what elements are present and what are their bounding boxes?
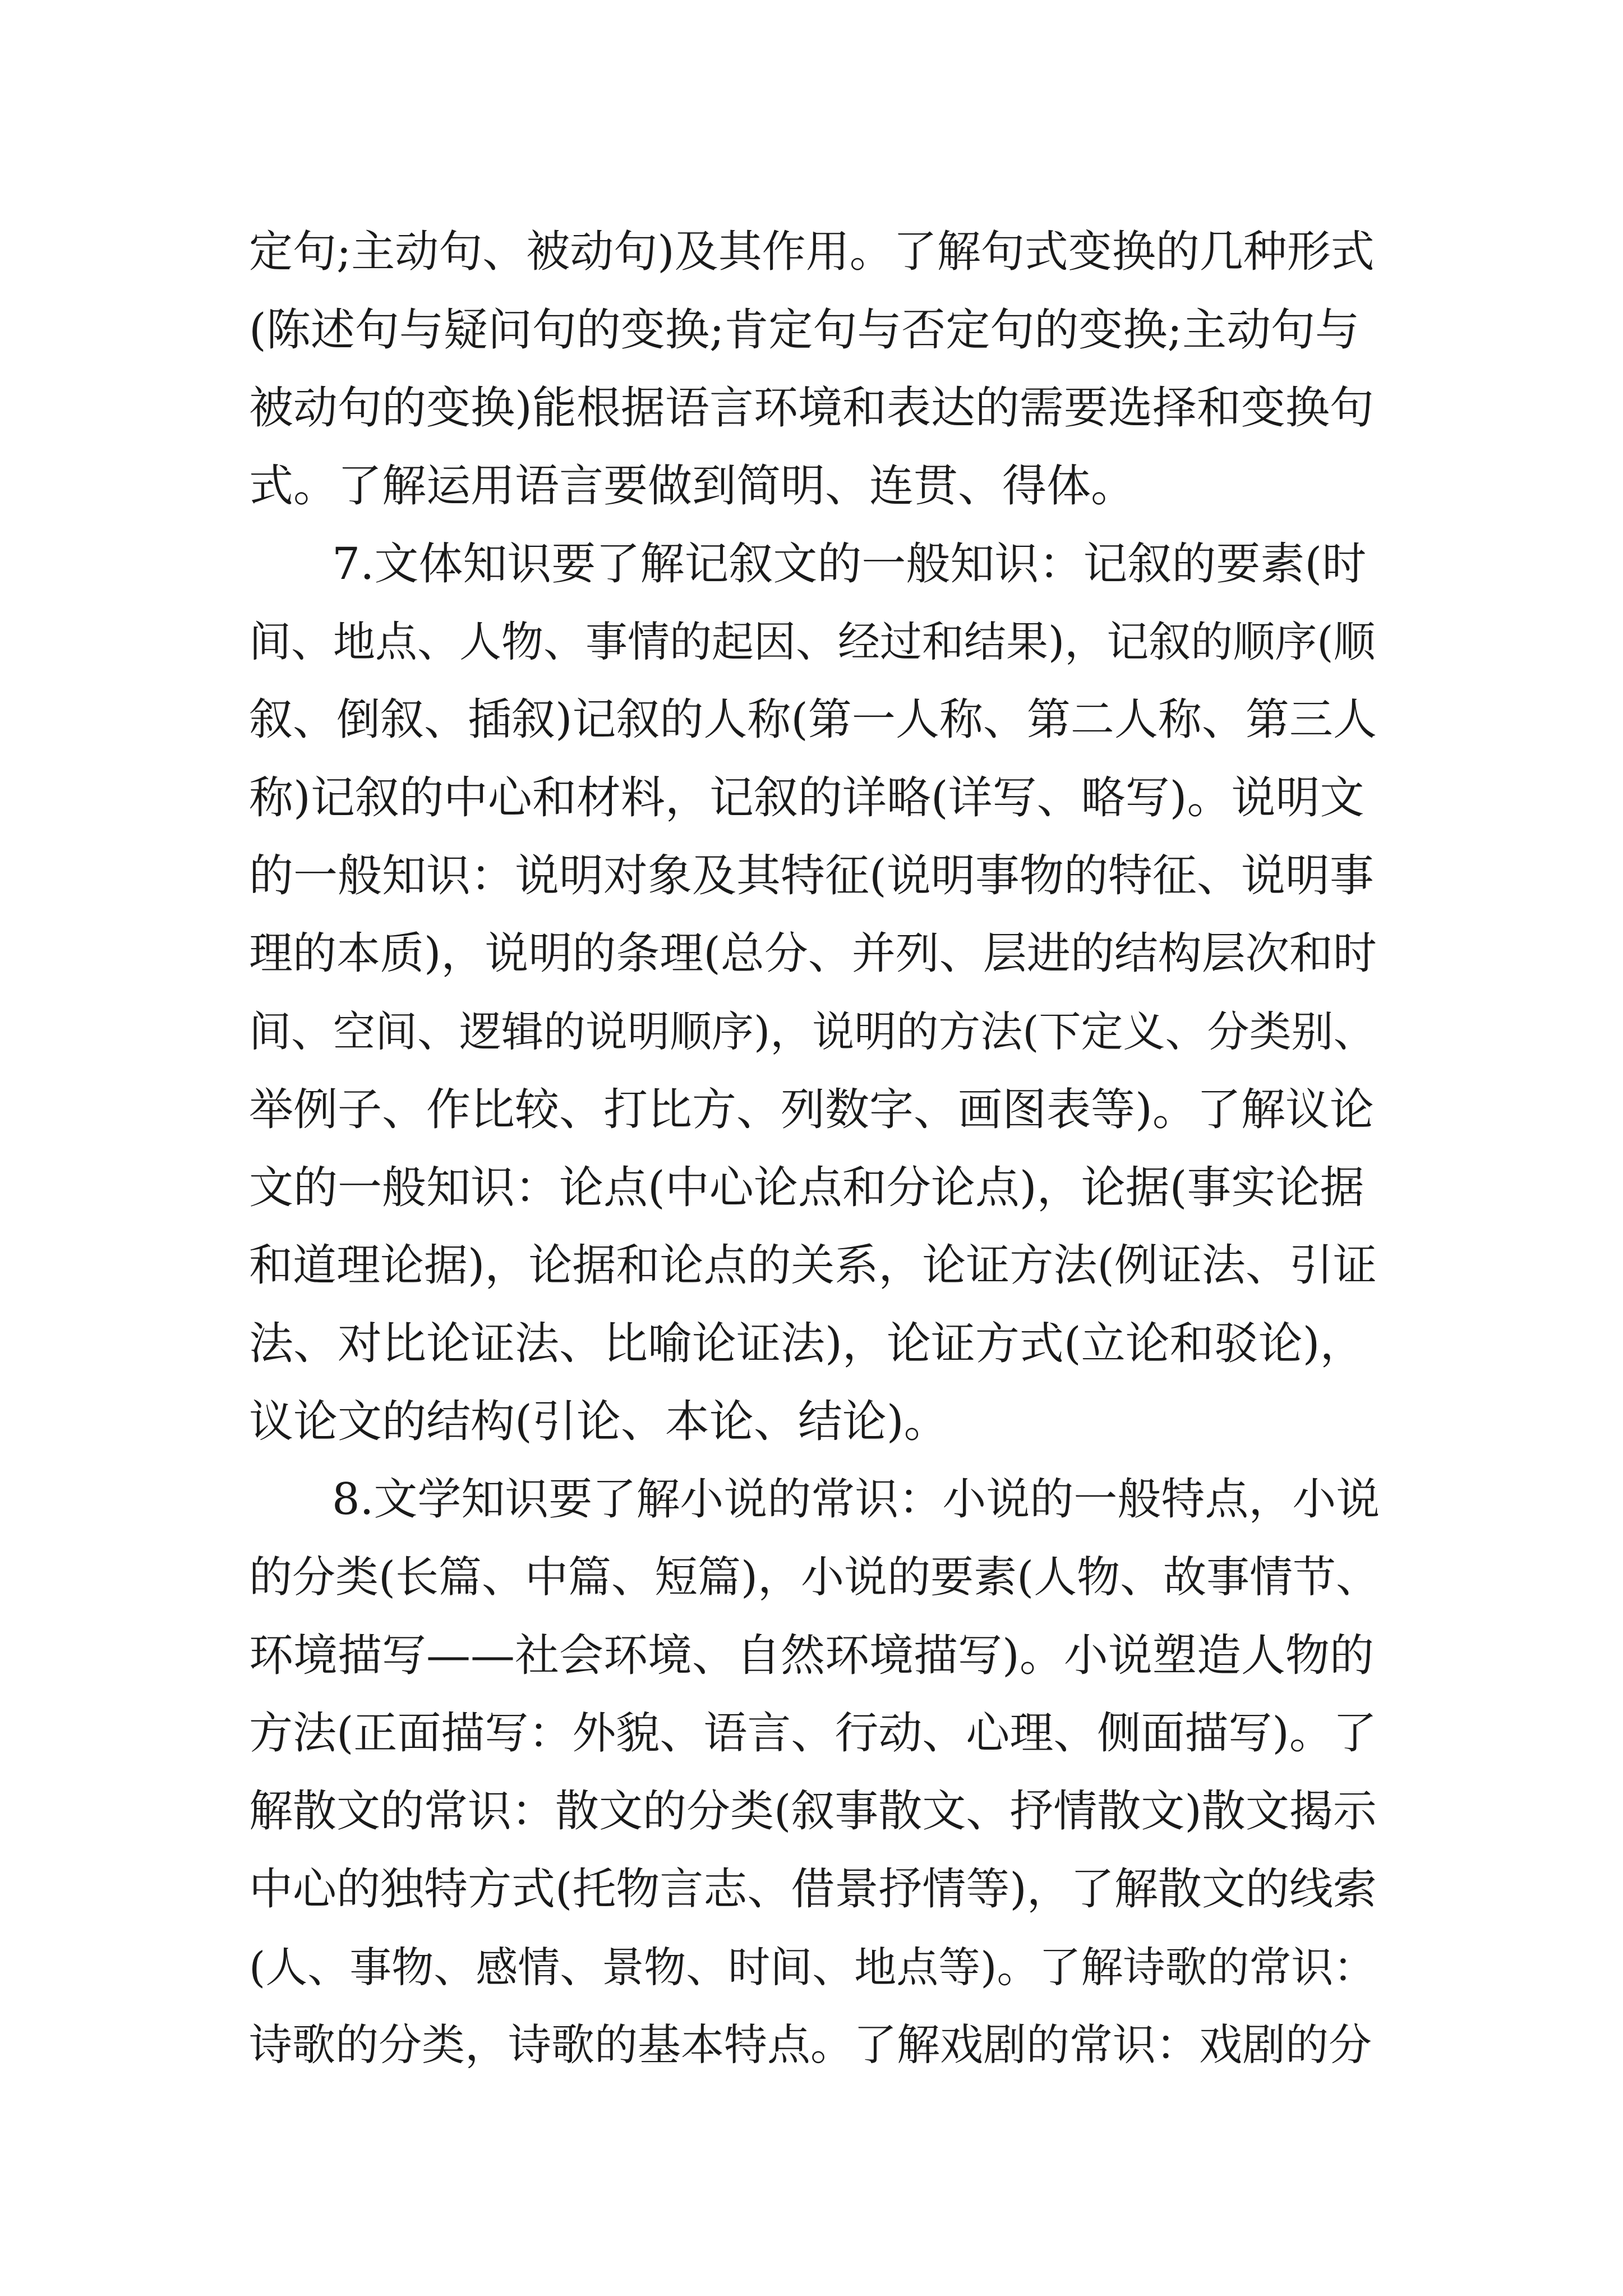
text-line: 中心的独特方式(托物言志、借景抒情等)，了解散文的线索 bbox=[249, 1864, 1377, 1915]
text-line: 定句;主动句、被动句)及其作用。了解句式变换的几种形式 bbox=[249, 227, 1375, 277]
text-line: 被动句的变换)能根据语言环境和表达的需要选择和变换句 bbox=[249, 382, 1374, 434]
text-line: 诗歌的分类，诗歌的基本特点。了解戏剧的常识：戏剧的分 bbox=[249, 2021, 1372, 2070]
text-line: 间、地点、人物、事情的起因、经过和结果)，记叙的顺序(顺 bbox=[249, 617, 1376, 666]
text-line: 8.文学知识要了解小说的常识：小说的一般特点，小说 bbox=[332, 1474, 1380, 1525]
text-line: 议论文的结构(引论、本论、结论)。 bbox=[249, 1396, 948, 1447]
text-line: 7.文体知识要了解记叙文的一般知识：记叙的要素(时 bbox=[332, 538, 1367, 590]
text-line: 法、对比论证法、比喻论证法)，论证方式(立论和驳论)， bbox=[249, 1318, 1364, 1369]
text-line: (人、事物、感情、景物、时间、地点等)。了解诗歌的常识： bbox=[249, 1943, 1376, 1992]
body-text bbox=[249, 213, 1382, 2085]
text-line: 叙、倒叙、插叙)记叙的人称(第一人称、第二人称、第三人 bbox=[249, 694, 1377, 745]
text-line: 方法(正面描写：外貌、语言、行动、心理、侧面描写)。了 bbox=[249, 1708, 1377, 1759]
text-line: 的分类(长篇、中篇、短篇)，小说的要素(人物、故事情节、 bbox=[249, 1553, 1380, 1603]
text-line: 理的本质)，说明的条理(总分、并列、层进的结构层次和时 bbox=[249, 928, 1377, 979]
text-line: 的一般知识：说明对象及其特征(说明事物的特征、说明事 bbox=[249, 850, 1374, 901]
text-line: 举例子、作比较、打比方、列数字、画图表等)。了解议论 bbox=[249, 1084, 1374, 1135]
text-line: (陈述句与疑问句的变换;肯定句与否定句的变换;主动句与 bbox=[249, 304, 1360, 356]
text-line: 称)记叙的中心和材料，记叙的详略(详写、略写)。说明文 bbox=[249, 772, 1364, 823]
text-line: 环境描写——社会环境、自然环境描写)。小说塑造人物的 bbox=[249, 1630, 1374, 1681]
text-line: 间、空间、逻辑的说明顺序)，说明的方法(下定义、分类别、 bbox=[249, 1007, 1376, 1056]
text-line: 和道理论据)，论据和论点的关系，论证方法(例证法、引证 bbox=[249, 1240, 1377, 1291]
text-line: 文的一般知识：论点(中心论点和分论点)，论据(事实论据 bbox=[249, 1162, 1364, 1213]
text-line: 式。了解运用语言要做到简明、连贯、得体。 bbox=[249, 460, 1135, 512]
text-line: 解散文的常识：散文的分类(叙事散文、抒情散文)散文揭示 bbox=[249, 1786, 1377, 1837]
